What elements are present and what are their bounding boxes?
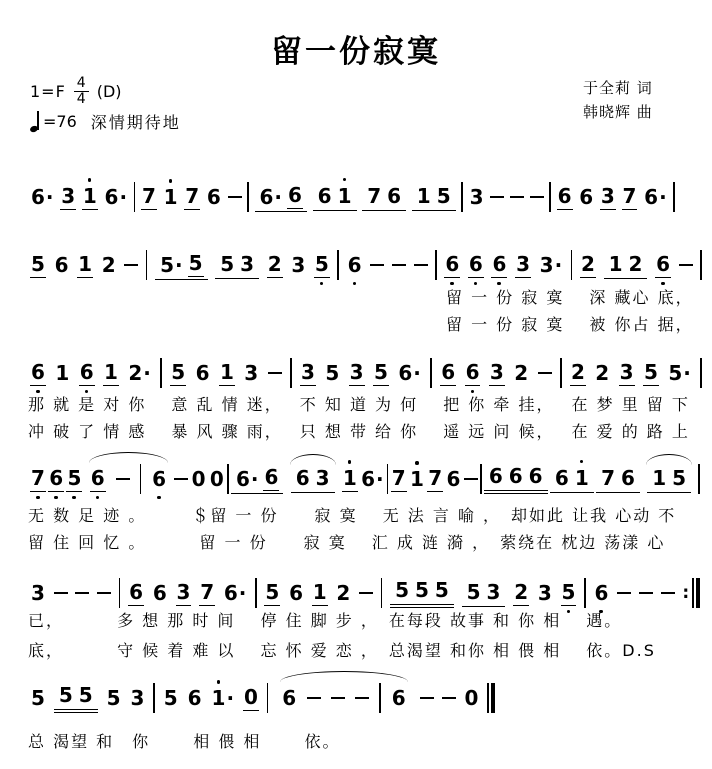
dot-after: ·: [554, 253, 563, 277]
note: 5: [434, 578, 449, 602]
note: 7: [185, 184, 200, 208]
note: 0: [464, 686, 479, 710]
note: 1: [104, 360, 118, 384]
barline: [560, 358, 562, 388]
repeat-dots: :: [682, 583, 690, 603]
repeat-barline: [682, 578, 699, 608]
dot-after: ·: [683, 361, 691, 385]
note: 5: [163, 686, 178, 710]
beam-group: [596, 466, 640, 493]
note: 0: [191, 467, 206, 491]
note: 3: [619, 360, 634, 384]
barline: [700, 358, 702, 388]
note: 2: [514, 580, 529, 604]
beam-group: [390, 578, 454, 608]
dot-after: ·: [413, 361, 421, 385]
note: 6: [593, 581, 609, 605]
note: 3: [61, 184, 76, 208]
duration-dash: [268, 372, 282, 374]
note: 6: [295, 465, 310, 490]
duration-dash: [355, 697, 369, 699]
tie-slur-group: [286, 466, 340, 493]
note: 5: [188, 250, 203, 275]
note: 1: [608, 251, 623, 276]
note: 6: [79, 360, 95, 386]
note: 6: [48, 466, 64, 492]
duration-dash: [490, 196, 504, 198]
music-line-1: [30, 180, 675, 214]
note: 6: [557, 184, 572, 208]
note: 6·: [259, 184, 283, 209]
barline: [160, 358, 162, 388]
note: 3: [176, 580, 191, 604]
dot-after: ·: [175, 252, 183, 277]
beam-group: [215, 252, 259, 279]
beam-group: [291, 466, 335, 493]
barline: [290, 358, 292, 388]
note: 5: [78, 683, 93, 707]
note: 1: [163, 185, 179, 209]
barline: [140, 464, 142, 494]
octave-dot-above: [88, 178, 92, 182]
music-line-5: [30, 576, 700, 610]
barline: [381, 578, 383, 608]
duration-dash: [530, 196, 544, 198]
note: 1: [574, 466, 590, 490]
note: 5: [561, 580, 577, 606]
duration-dash: [370, 264, 384, 266]
beam-group: [550, 466, 594, 493]
key-tempo-block: [30, 74, 181, 133]
note: 6: [468, 252, 484, 278]
expression-text: 深情期待地: [90, 113, 181, 132]
thick-barline: [491, 683, 495, 713]
note: 5: [314, 252, 330, 278]
note: 6: [465, 360, 481, 386]
note: 6: [387, 183, 402, 208]
barline: [430, 358, 432, 388]
note: 5: [325, 361, 340, 385]
note: 3: [130, 686, 145, 710]
dot-after: ·: [238, 581, 247, 605]
tie-slur-group: [276, 683, 411, 713]
lyric-row: 留 一 份 寂 寞 被 你占 据，: [446, 315, 694, 334]
note: 3: [240, 251, 255, 276]
note: 2: [336, 581, 351, 605]
note: 1·: [211, 686, 236, 710]
note: 3: [537, 581, 552, 605]
duration-dash: [617, 592, 631, 594]
duration-dash: [464, 478, 478, 480]
note: 2·: [128, 361, 151, 385]
beam-group: [647, 466, 691, 493]
note: 6·: [223, 581, 247, 605]
note: 5: [31, 252, 45, 276]
note: 1: [78, 252, 93, 276]
dot-after: ·: [143, 361, 151, 385]
lyric-row: 底， 守 候 着 难 以 忘 怀 爱 恋 ， 总渴望 和你 相 偎 相 依。D.S: [28, 641, 656, 660]
octave-dot-above: [348, 460, 352, 464]
octave-dot-below: [353, 282, 357, 286]
key-signature-row: [30, 74, 181, 108]
note: 5: [171, 360, 186, 384]
music-line-3: [30, 356, 702, 390]
note: 7: [30, 466, 46, 492]
note: 6: [491, 252, 507, 278]
note: 1: [337, 184, 353, 208]
note: 5: [66, 466, 82, 492]
beam-group: [313, 184, 357, 211]
duration-dash: [510, 196, 524, 198]
barline: [255, 578, 257, 608]
note: 5: [436, 183, 451, 208]
dot-after: ·: [274, 184, 283, 209]
note: 6·: [644, 185, 667, 209]
note: 7: [622, 184, 637, 208]
note: 6: [289, 581, 303, 605]
dot-after: ·: [226, 686, 235, 710]
note: 6: [30, 360, 46, 386]
note: 3: [489, 360, 504, 384]
note: 5: [31, 686, 45, 710]
lyric-row: 留 一 份 寂 寞 深 藏心 底，: [446, 288, 694, 307]
note: 6: [347, 253, 363, 277]
tie-slur-group: [85, 464, 172, 494]
note: 5: [415, 578, 429, 602]
note: 7: [601, 465, 615, 490]
note: 5: [643, 360, 658, 384]
duration-dash: [538, 372, 552, 374]
lyric-row: 无 数 足 迹 。 ＄留 一 份 寂 寞 无 法 言 喻 ， 却如此 让我 心动 不: [28, 506, 677, 525]
note: 3: [31, 581, 45, 605]
duration-dash: [359, 592, 373, 594]
lyric-row: 留 住 回 忆 。 留 一 份 寂 寞 汇 成 涟 漪 ， 萦绕在 枕边 荡漾 心: [28, 533, 666, 552]
song-title: 留一份寂寞: [271, 34, 441, 69]
time-signature: [74, 76, 89, 107]
note: 5: [58, 683, 73, 707]
thick-barline: [696, 578, 700, 608]
barline: [480, 464, 482, 494]
barline: [267, 683, 269, 713]
note: 2: [101, 253, 116, 277]
note: 0: [243, 685, 258, 709]
note: 6: [129, 580, 144, 604]
note: 6: [446, 467, 461, 491]
note: 6·: [361, 467, 384, 491]
note: 5: [374, 360, 388, 384]
note: 3: [486, 579, 501, 604]
note: 5: [106, 686, 121, 710]
note: 2: [570, 360, 585, 384]
note: 5: [672, 465, 687, 490]
octave-dot-below: [54, 496, 58, 500]
note: 6: [554, 465, 569, 490]
duration-dash: [75, 592, 89, 594]
barline: [227, 464, 229, 494]
octave-dot-below: [157, 496, 161, 500]
final-barline: [487, 683, 495, 713]
duration-dash: [124, 264, 138, 266]
octave-dot-above: [169, 179, 173, 183]
note: 6: [579, 185, 594, 209]
note: 3: [600, 184, 615, 208]
octave-dot-above: [580, 460, 584, 464]
octave-dot-above: [217, 680, 221, 684]
beam-group: [155, 251, 207, 280]
tempo-row: [30, 110, 181, 133]
lyric-row: 冲 破 了 情 感 暴 风 骤 雨， 只 想 带 给 你 遥 远 问 候， 在 爱 的 路 上: [28, 422, 690, 441]
note: 1: [416, 183, 431, 208]
note: 3: [315, 465, 330, 490]
barline: [584, 578, 586, 608]
octave-dot-below: [96, 496, 100, 500]
beam-group: [462, 580, 506, 607]
barline: [700, 250, 702, 280]
barline: [134, 182, 136, 212]
note: 2: [267, 252, 282, 276]
note: 1: [55, 361, 70, 385]
barline: [461, 182, 463, 212]
note: 6: [282, 686, 297, 710]
note: 7: [200, 580, 215, 604]
note: 6: [152, 581, 167, 605]
note: 2: [580, 252, 595, 276]
barline: [119, 578, 121, 608]
key-signature: 1=F: [30, 81, 66, 101]
note: 6·: [235, 466, 259, 491]
note: 7: [367, 183, 382, 208]
note: 6: [206, 185, 221, 209]
duration-dash: [639, 592, 653, 594]
tie-slur-group: [642, 466, 696, 493]
note: 2: [514, 361, 529, 385]
barline: [247, 182, 249, 212]
beam-group: [255, 183, 307, 212]
octave-dot-below: [320, 282, 324, 286]
duration-dash: [174, 478, 188, 480]
note: 7: [142, 184, 156, 208]
note: 1: [652, 465, 667, 490]
note: 6: [288, 182, 302, 207]
beam-group: [484, 464, 548, 494]
lyric-row: 总 渴望 和 你 相 偎 相 依。: [28, 732, 341, 751]
octave-dot-below: [36, 496, 40, 500]
barline: [673, 182, 675, 212]
note: 1: [342, 466, 358, 492]
barline: [692, 578, 694, 608]
note: 6: [195, 361, 210, 385]
note: 6: [90, 466, 106, 492]
duration-dash: [307, 697, 321, 699]
note: 6: [187, 686, 202, 710]
duration-dash: [331, 697, 345, 699]
barline: [379, 683, 381, 713]
composer: 韩晓辉 曲: [583, 103, 653, 121]
tempo-value: =76: [43, 112, 77, 131]
note: 3: [300, 360, 315, 384]
barline: [549, 182, 551, 212]
dot-after: ·: [119, 185, 128, 209]
beam-group: [231, 465, 283, 494]
time-denominator: 4: [76, 90, 86, 107]
beam-group: [412, 184, 456, 211]
note: 3: [244, 361, 259, 385]
beam-group: [604, 252, 648, 279]
duration-dash: [54, 592, 68, 594]
duration-dash: [228, 196, 242, 198]
note: 5: [220, 251, 235, 276]
duration-dash: [392, 264, 406, 266]
note: 1: [219, 360, 234, 384]
duration-dash: [661, 592, 675, 594]
barline: [153, 683, 155, 713]
note: 3: [516, 252, 530, 276]
note: 1: [312, 580, 327, 604]
music-line-6: [30, 681, 495, 715]
note: 6: [655, 252, 671, 278]
note: 3·: [539, 253, 563, 277]
note: 3: [349, 360, 364, 384]
duration-dash: [116, 478, 130, 480]
note: 1: [409, 467, 425, 491]
lyric-row: 已， 多 想 那 时 间 停 住 脚 步 ， 在每段 故事 和 你 相 遇。: [28, 611, 623, 630]
dot-after: ·: [45, 185, 54, 209]
note: 3: [469, 185, 484, 209]
note: 6: [264, 464, 279, 489]
music-line-4: [30, 462, 700, 496]
dot-after: ·: [376, 467, 384, 491]
note: 2: [595, 361, 610, 385]
beam-group: [54, 683, 98, 713]
duration-dash: [679, 264, 693, 266]
note: 6: [444, 252, 460, 278]
lyricist: 于全莉 词: [583, 79, 653, 97]
note: 6: [488, 464, 503, 488]
key-alt: (D): [96, 81, 122, 101]
dot-after: ·: [250, 466, 259, 491]
note: 6·: [104, 185, 128, 209]
lyric-row: 那 就 是 对 你 意 乱 情 迷， 不 知 道 为 何 把 你 牵 挂， 在 梦 里 留 下: [28, 395, 690, 414]
barline: [146, 250, 148, 280]
note: 7: [428, 466, 443, 490]
note: 2: [628, 251, 643, 276]
barline: [487, 683, 489, 713]
barline: [387, 464, 389, 494]
duration-dash: [442, 697, 456, 699]
barline: [337, 250, 339, 280]
duration-dash: [420, 697, 434, 699]
note: 6·: [398, 361, 421, 385]
beam-group: [362, 184, 406, 211]
octave-dot-above: [415, 461, 419, 465]
octave-dot-below: [72, 496, 76, 500]
note: 6: [391, 686, 406, 710]
note: 5: [466, 579, 481, 604]
note: 5: [265, 580, 280, 604]
barline: [435, 250, 437, 280]
barline: [698, 464, 700, 494]
time-numerator: 4: [74, 76, 89, 92]
note: 6: [54, 253, 69, 277]
credits-block: [583, 76, 653, 124]
note: 5·: [160, 252, 183, 277]
note: 6: [317, 183, 332, 208]
quarter-note-icon: [30, 111, 41, 133]
note: 6: [441, 360, 456, 384]
note: 5: [395, 578, 409, 602]
note: 0: [209, 467, 224, 491]
note: 7: [391, 466, 406, 490]
note: 5·: [668, 361, 691, 385]
music-line-2: [30, 248, 702, 282]
note: 6: [151, 467, 167, 491]
note: 6: [508, 464, 523, 488]
note: 6·: [31, 185, 54, 209]
duration-dash: [414, 264, 428, 266]
note: 6: [528, 464, 543, 488]
note: 3: [291, 253, 306, 277]
note: 6: [620, 465, 635, 490]
dot-after: ·: [659, 185, 667, 209]
barline: [571, 250, 573, 280]
duration-dash: [97, 592, 111, 594]
octave-dot-above: [343, 178, 347, 182]
note: 1: [82, 184, 98, 210]
